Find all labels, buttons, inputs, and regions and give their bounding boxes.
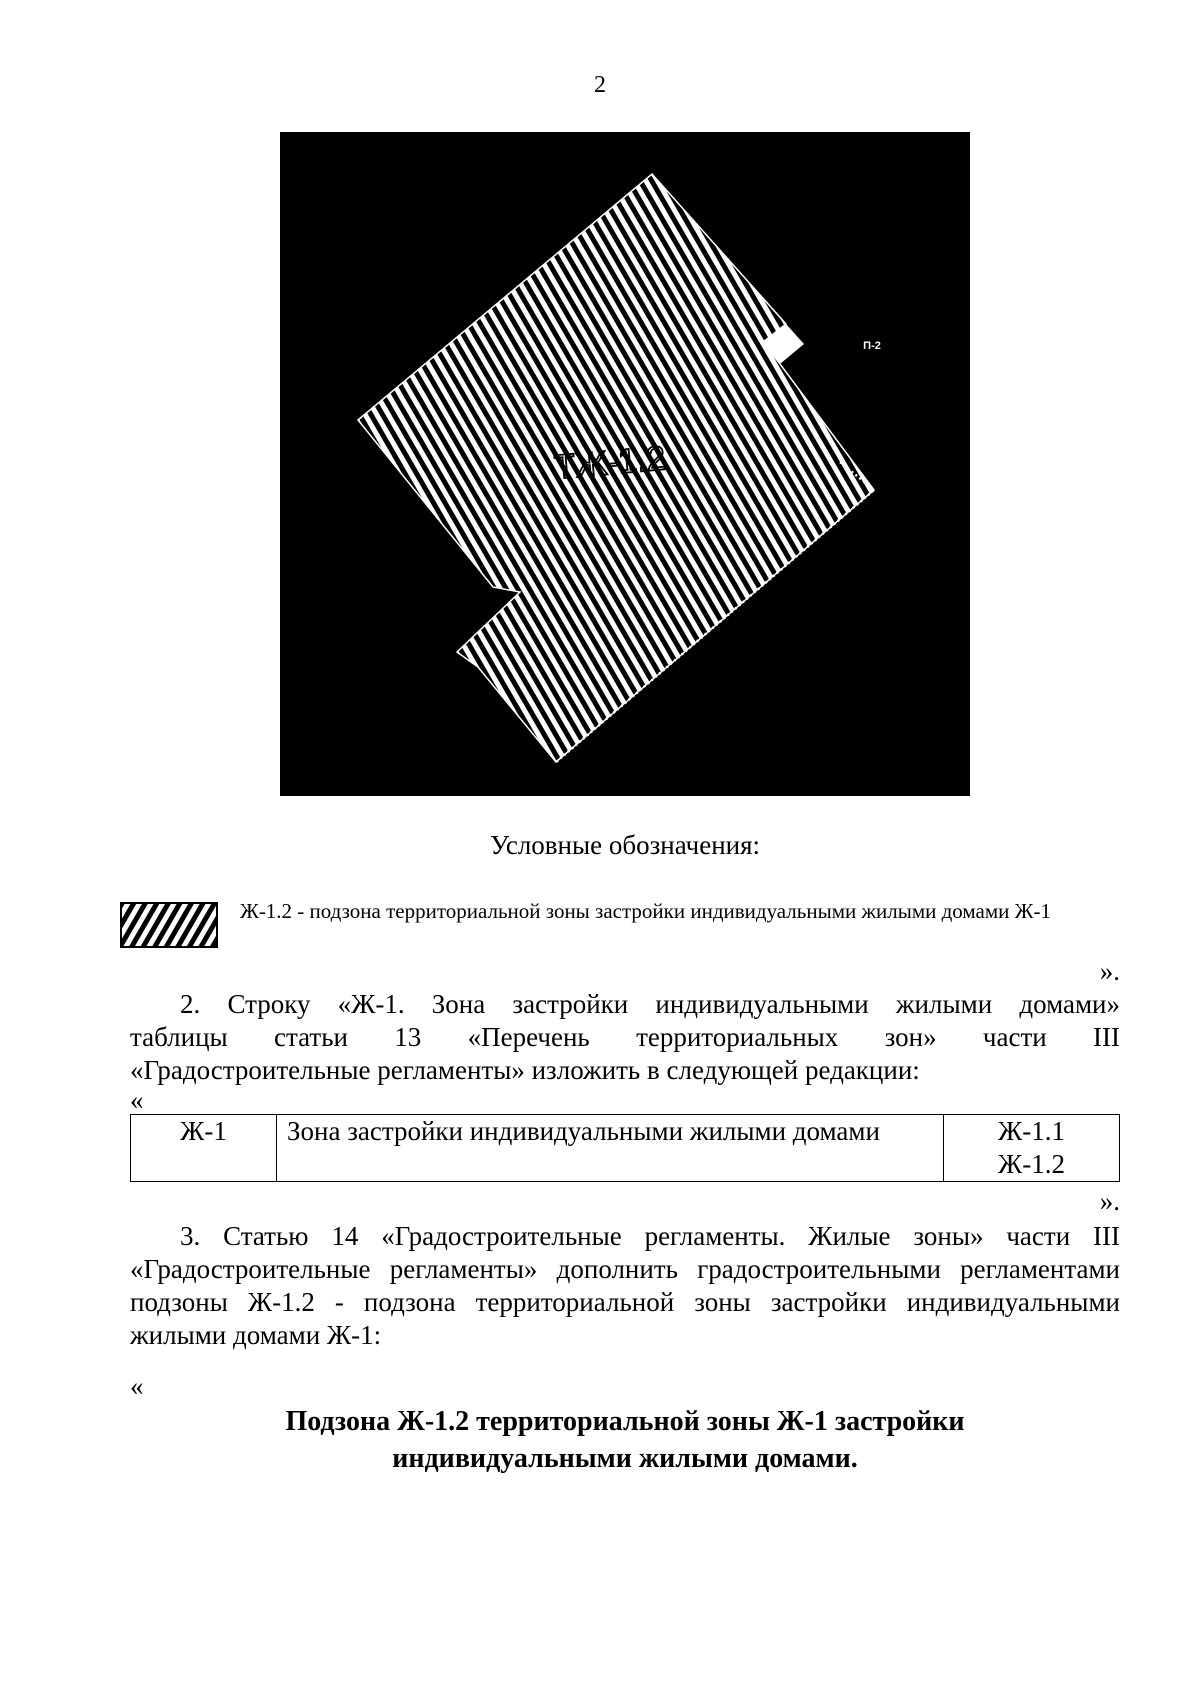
zoning-map xyxy=(280,132,970,796)
table-row xyxy=(131,1115,1120,1182)
opening-quote: « xyxy=(130,1085,144,1115)
page-number: 2 xyxy=(594,72,606,98)
zone-label: ТЖ-1.2 xyxy=(552,439,667,487)
diagonal-hatch-swatch-icon xyxy=(120,902,218,948)
subzone-code: Ж-1.1 xyxy=(998,1116,1065,1146)
zone-code-cell: Ж-1 xyxy=(131,1115,277,1182)
closing-quote: ». xyxy=(1099,956,1120,986)
subzones-cell xyxy=(944,1115,1120,1182)
zones-table xyxy=(130,1114,1120,1182)
item3-line4: жилыми домами Ж-1: xyxy=(130,1320,382,1350)
neighbor-zone-label: П-2 xyxy=(863,340,881,352)
section-heading-line1: Подзона Ж-1.2 территориальной зоны Ж-1 застройки xyxy=(285,1406,965,1437)
opening-quote: « xyxy=(130,1371,144,1401)
item2-line2: таблицы статьи 13 «Перечень территориальных зон» части III xyxy=(130,1022,1120,1052)
section-heading-line2: индивидуальными жилыми домами. xyxy=(392,1443,858,1474)
legend-title: Условные обозначения: xyxy=(489,830,761,860)
subzone-code: Ж-1.2 xyxy=(998,1149,1065,1179)
closing-quote: ». xyxy=(1099,1186,1120,1216)
item2-line3: «Градостроительные регламенты» изложить в следующей редакции: xyxy=(130,1055,920,1085)
item2-line1: 2. Строку «Ж-1. Зона застройки индивидуальными жилыми домами» xyxy=(180,989,1120,1019)
zone-name-cell: Зона застройки индивидуальными жилыми домами xyxy=(277,1115,944,1182)
item3-line3: подзоны Ж-1.2 - подзона территориальной зоны застройки индивидуальными xyxy=(130,1287,1120,1317)
item3-line2: «Градостроительные регламенты» дополнить градостроительными регламентами xyxy=(130,1254,1120,1284)
legend-item-text: Ж-1.2 - подзона территориальной зоны застройки индивидуальными жилыми домами Ж-1 xyxy=(240,899,1051,923)
zoning-map-svg xyxy=(280,132,970,796)
item3-line1: 3. Статью 14 «Градостроительные регламенты. Жилые зоны» части III xyxy=(180,1221,1120,1251)
